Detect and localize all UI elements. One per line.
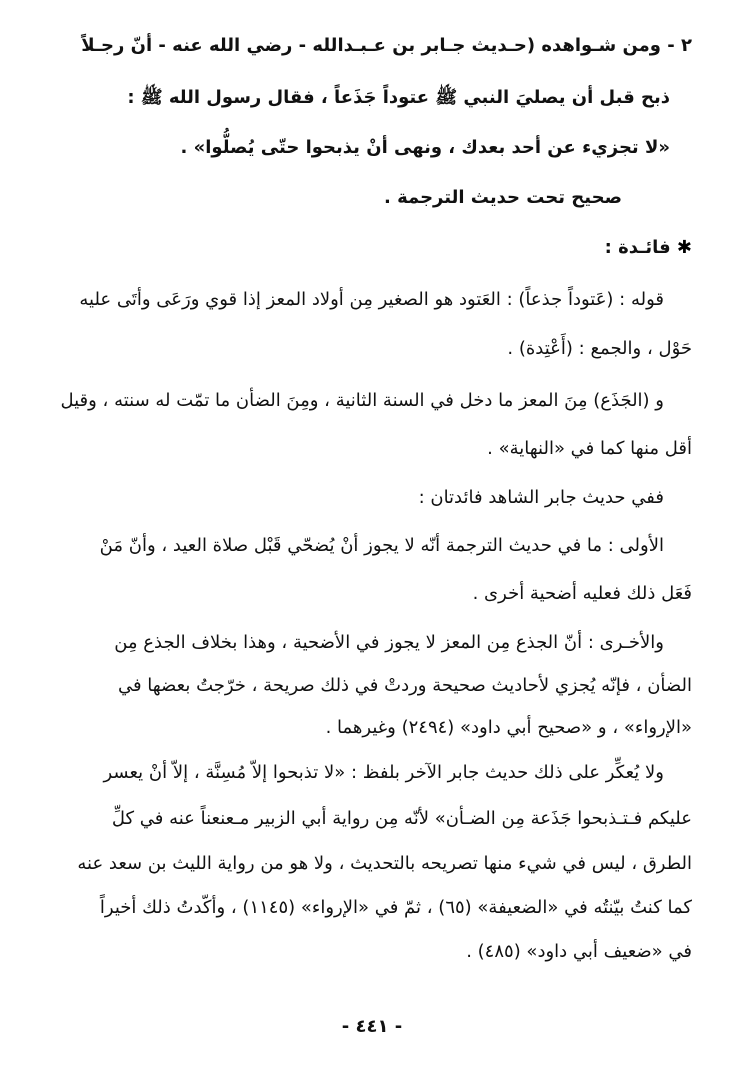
text-line-17: عليكم فـتـذبحوا جَذَعة مِن الضـأن» لأنّه مِن رواية أبي الزبير مـعنعناً عنه في كلِّ — [111, 808, 692, 829]
section-heading — [52, 228, 692, 268]
text-line-19: كما كنتُ بيّنتُه في «الضعيفة» (٦٥) ، ثمّ في «الإرواء» (١١٤٥) ، وأكّدتُ ذلك أخيراً — [99, 897, 692, 918]
text-line-11: الأولى : ما في حديث الترجمة أنّه لا يجوز أنْ يُضحّي قَبْل صلاة العيد ، وأنّ مَنْ — [99, 535, 664, 556]
text-line-9: أقل منها كما في «النهاية» . — [487, 438, 692, 459]
text-line-7: حَوْل ، والجمع : (أَعْتِدة) . — [507, 338, 692, 359]
text-line-15: «الإرواء» ، و «صحيح أبي داود» (٢٤٩٤) وغيرهما . — [325, 717, 692, 738]
heading-label: فائـدة : — [604, 237, 671, 258]
text-line-18: الطرق ، ليس في شيء منها تصريحه بالتحديث ، ولا هو من رواية الليث بن سعد عنه — [77, 853, 692, 874]
text-line-4: صحيح تحت حديث الترجمة . — [384, 187, 622, 208]
text-line-13: والأخـرى : أنّ الجذع مِن المعز لا يجوز في الأضحية ، وهذا بخلاف الجذع مِن — [114, 632, 664, 653]
text-line-3: «لا تجزيء عن أحد بعدك ، ونهى أنْ يذبحوا حتّى يُصلُّوا» . — [180, 137, 670, 158]
text-line-14: الضأن ، فإنّه يُجزي لأحاديث صحيحة وردتْ في ذلك صريحة ، خرّجتُ بعضها في — [117, 675, 692, 696]
asterisk-icon: ✱ — [676, 237, 692, 258]
text-line-10: ففي حديث جابر الشاهد فائدتان : — [418, 487, 664, 508]
page-number: - ٤٤١ - — [341, 1016, 403, 1037]
text-line-20: في «ضعيف أبي داود» (٤٨٥) . — [466, 941, 692, 962]
text-line-6: قوله : (عَتوداً جذعاً) : العَتود هو الصغير مِن أولاد المعز إذا قوي ورَعَى وأتَى عليه — [79, 289, 664, 310]
text-line-8: و (الجَذَع) مِنَ المعز ما دخل في السنة الثانية ، ومِنَ الضأن ما تمّت له سنته ، وقيل — [60, 390, 664, 411]
document-page — [52, 26, 692, 1076]
text-line-16: ولا يُعكِّر على ذلك حديث جابر الآخر بلفظ : «لا تذبحوا إلاّ مُسِنَّة ، إلاّ أنْ يعسر — [103, 762, 664, 783]
text-line-2: ذبح قبل أن يصليَ النبي ﷺ عتوداً جَذَعاً ، فقال رسول الله ﷺ : — [127, 87, 670, 108]
text-line-12: فَعَل ذلك فعليه أضحية أخرى . — [472, 583, 692, 604]
text-line-1: ٢ - ومن شـواهده (حـديث جـابر بن عـبـدالله - رضي الله عنه - أنّ رجـلاً — [81, 35, 692, 56]
